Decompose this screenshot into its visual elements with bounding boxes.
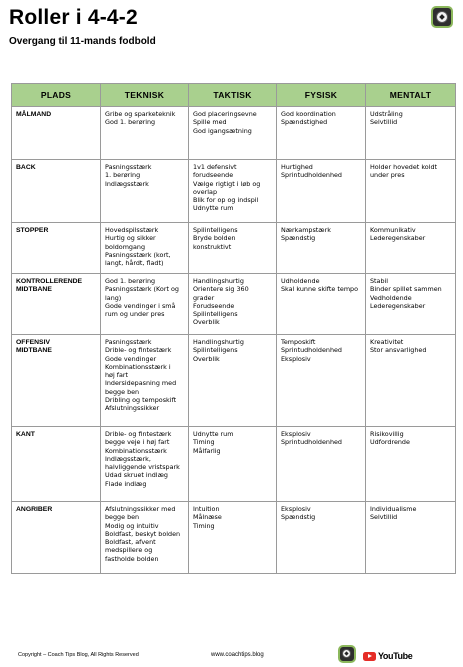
mentalt-cell [366, 335, 456, 427]
cell-line: OFFENSIV [16, 339, 50, 346]
position-cell [12, 502, 101, 574]
cell-line: Kombinationsstærk i [105, 362, 171, 371]
cell-line: medspillere og [105, 546, 153, 555]
cell-line: forudseende [193, 171, 234, 180]
table-header-row [12, 84, 456, 107]
teknisk-cell [101, 502, 189, 574]
coach-tips-footer-logo-icon [338, 645, 356, 663]
cell-line: Timing [193, 521, 215, 530]
cell-line: Overblik [193, 318, 220, 327]
taktisk-cell [189, 160, 277, 223]
roles-table [11, 83, 456, 574]
column-header-plads: PLADS [12, 84, 101, 107]
cell-line: begge ben [105, 387, 140, 396]
cell-line: MIDTBANE [16, 347, 52, 354]
cell-line: Pasningsstærk [105, 163, 152, 171]
cell-line: rum og under pres [105, 310, 165, 319]
position-cell [12, 274, 101, 335]
position-cell [12, 160, 101, 223]
cell-line: Spille med [193, 118, 227, 127]
cell-line: Sprintudholdenhed [281, 346, 342, 355]
fysisk-cell [277, 502, 366, 574]
cell-line: Hovedspilsstærk [105, 226, 159, 234]
cell-line: Intuition [193, 505, 220, 513]
cell-line: Spændstig [281, 234, 316, 243]
cell-line: overlap [193, 187, 217, 196]
mentalt-cell [366, 160, 456, 223]
cell-line: Stabil [370, 277, 389, 285]
cell-line: Hurtighed [281, 163, 313, 171]
mentalt-cell [366, 427, 456, 502]
cell-line: Pasningsstærk [105, 338, 152, 346]
fysisk-cell [277, 427, 366, 502]
cell-line: boldomgang [105, 242, 146, 251]
cell-line: STOPPER [16, 227, 49, 234]
mentalt-cell [366, 502, 456, 574]
fysisk-cell [277, 274, 366, 335]
table-row [12, 223, 456, 274]
cell-line: Blik for op og indspil [193, 196, 259, 205]
cell-line: MIDTBANE [16, 286, 52, 293]
cell-line: Bryde bolden [193, 234, 236, 243]
youtube-link[interactable] [363, 650, 412, 662]
cell-line: Drible- og fintestærk [105, 346, 172, 355]
column-header-mentalt: MENTALT [366, 84, 456, 107]
cell-line: lang) [105, 293, 122, 302]
cell-line: Pasningsstærk (Kort og [105, 285, 179, 294]
cell-line: under pres [370, 171, 405, 180]
cell-line: grader [193, 293, 215, 302]
cell-line: Gode vendinger [105, 354, 157, 363]
position-cell [12, 427, 101, 502]
cell-line: Lederegenskaber [370, 301, 426, 310]
cell-line: høj fart [105, 371, 129, 380]
cell-line: fastholde bolden [105, 554, 159, 563]
page-title: Roller i 4-4-2 [9, 6, 138, 29]
cell-line: Handlingshurtig [193, 277, 244, 285]
position-cell [12, 107, 101, 160]
table-row [12, 502, 456, 574]
cell-line: Udad skruet indlæg [105, 471, 168, 480]
teknisk-cell [101, 427, 189, 502]
cell-line: Timing [193, 438, 215, 447]
cell-line: Udnytte rum [193, 430, 234, 438]
cell-line: Indlægsstærk [105, 179, 149, 188]
cell-line: Hurtig og sikker [105, 234, 156, 243]
mentalt-cell [366, 274, 456, 335]
cell-line: Stor ansvarlighed [370, 346, 427, 355]
cell-line: Temposkift [281, 338, 316, 346]
table-row [12, 427, 456, 502]
cell-line: 1. berøring [105, 171, 141, 180]
cell-line: Pasningsstærk (kort, [105, 250, 171, 259]
cell-line: halvliggende vristspark [105, 463, 180, 472]
taktisk-cell [189, 274, 277, 335]
fysisk-cell [277, 223, 366, 274]
cell-line: Målfarlig [193, 446, 221, 455]
table-row [12, 274, 456, 335]
cell-line: Eksplosiv [281, 430, 311, 438]
teknisk-cell [101, 107, 189, 160]
mentalt-cell [366, 107, 456, 160]
cell-line: ANGRIBER [16, 506, 53, 513]
cell-line: Kommunikativ [370, 226, 416, 234]
taktisk-cell [189, 107, 277, 160]
youtube-play-icon [363, 652, 376, 661]
cell-line: Kreativitet [370, 338, 404, 346]
cell-line: begge ben [105, 513, 140, 522]
teknisk-cell [101, 335, 189, 427]
cell-line: Selvtillid [370, 118, 398, 127]
cell-line: Gribe og sparketeknik [105, 110, 176, 118]
cell-line: Sprintudholdenhed [281, 171, 342, 180]
cell-line: Spændstighed [281, 118, 328, 127]
cell-line: MÅLMAND [16, 111, 52, 118]
cell-line: konstruktivt [193, 242, 232, 251]
cell-line: 1v1 defensivt [193, 163, 237, 171]
cell-line: Holder hovedet koldt [370, 163, 438, 171]
position-cell [12, 335, 101, 427]
cell-line: God igangsætning [193, 126, 252, 135]
cell-line: KONTROLLERENDE [16, 278, 83, 285]
teknisk-cell [101, 160, 189, 223]
column-header-fysisk: FYSISK [277, 84, 366, 107]
cell-line: Flade indlæg [105, 479, 147, 488]
table-row [12, 160, 456, 223]
cell-line: Binder spillet sammen [370, 285, 442, 294]
teknisk-cell [101, 274, 189, 335]
copyright-text: Copyright – Coach Tips Blog, All Rights Reserved [18, 652, 139, 658]
table-row [12, 107, 456, 160]
cell-line: Forudseende [193, 301, 235, 310]
cell-line: Skal kunne skifte tempo [281, 285, 359, 294]
cell-line: Udholdende [281, 277, 320, 285]
cell-line: Spilintelligens [193, 346, 238, 355]
cell-line: Spilintelligens [193, 226, 238, 234]
cell-line: God placeringsevne [193, 110, 257, 118]
cell-line: KANT [16, 431, 35, 438]
cell-line: Sprintudholdenhed [281, 438, 342, 447]
fysisk-cell [277, 160, 366, 223]
cell-line: Overblik [193, 354, 220, 363]
mentalt-cell [366, 223, 456, 274]
cell-line: BACK [16, 164, 36, 171]
cell-line: Individualisme [370, 505, 417, 513]
cell-line: Indlægsstærk, [105, 454, 151, 463]
position-cell [12, 223, 101, 274]
teknisk-cell [101, 223, 189, 274]
cell-line: Dribling og temposkift [105, 396, 177, 405]
cell-line: Vælge rigtigt i løb og [193, 179, 261, 188]
cell-line: Selvtillid [370, 513, 398, 522]
cell-line: Boldfast, beskyt bolden [105, 529, 181, 538]
fysisk-cell [277, 335, 366, 427]
youtube-label: YouTube [378, 651, 413, 661]
cell-line: Eksplosiv [281, 354, 311, 363]
cell-line: Nærkampstærk [281, 226, 331, 234]
taktisk-cell [189, 223, 277, 274]
cell-line: Orientere sig 360 [193, 285, 249, 294]
website-link[interactable]: www.coachtips.blog [211, 652, 264, 658]
cell-line: Udfordrende [370, 438, 410, 447]
cell-line: Drible- og fintestærk [105, 430, 172, 438]
cell-line: Målnæse [193, 513, 222, 522]
cell-line: Vedholdende [370, 293, 412, 302]
cell-line: Kombinationsstærk [105, 446, 167, 455]
cell-line: Indersidepasning med [105, 379, 177, 388]
cell-line: God 1. berøring [105, 118, 156, 127]
cell-line: Spændstig [281, 513, 316, 522]
cell-line: Gode vendinger i små [105, 301, 176, 310]
taktisk-cell [189, 335, 277, 427]
fysisk-cell [277, 107, 366, 160]
taktisk-cell [189, 427, 277, 502]
table-row [12, 335, 456, 427]
taktisk-cell [189, 502, 277, 574]
cell-line: Udstråling [370, 110, 403, 118]
cell-line: begge veje i høj fart [105, 438, 170, 447]
cell-line: God 1. berøring [105, 277, 156, 285]
cell-line: Lederegenskaber [370, 234, 426, 243]
cell-line: Afslutningssikker med [105, 505, 176, 513]
cell-line: langt, hårdt, fladt) [105, 259, 164, 268]
column-header-teknisk: TEKNISK [101, 84, 189, 107]
cell-line: Modig og intuitiv [105, 521, 159, 530]
cell-line: Risikovillig [370, 430, 404, 438]
column-header-taktisk: TAKTISK [189, 84, 277, 107]
page-subtitle: Overgang til 11-mands fodbold [9, 36, 156, 47]
cell-line: God koordination [281, 110, 336, 118]
cell-line: Spilintelligens [193, 310, 238, 319]
cell-line: Eksplosiv [281, 505, 311, 513]
cell-line: Handlingshurtig [193, 338, 244, 346]
cell-line: Udnytte rum [193, 204, 234, 213]
cell-line: Boldfast, afvent [105, 538, 156, 547]
coach-tips-logo-icon [431, 6, 453, 28]
cell-line: Afslutningssikker [105, 404, 160, 413]
